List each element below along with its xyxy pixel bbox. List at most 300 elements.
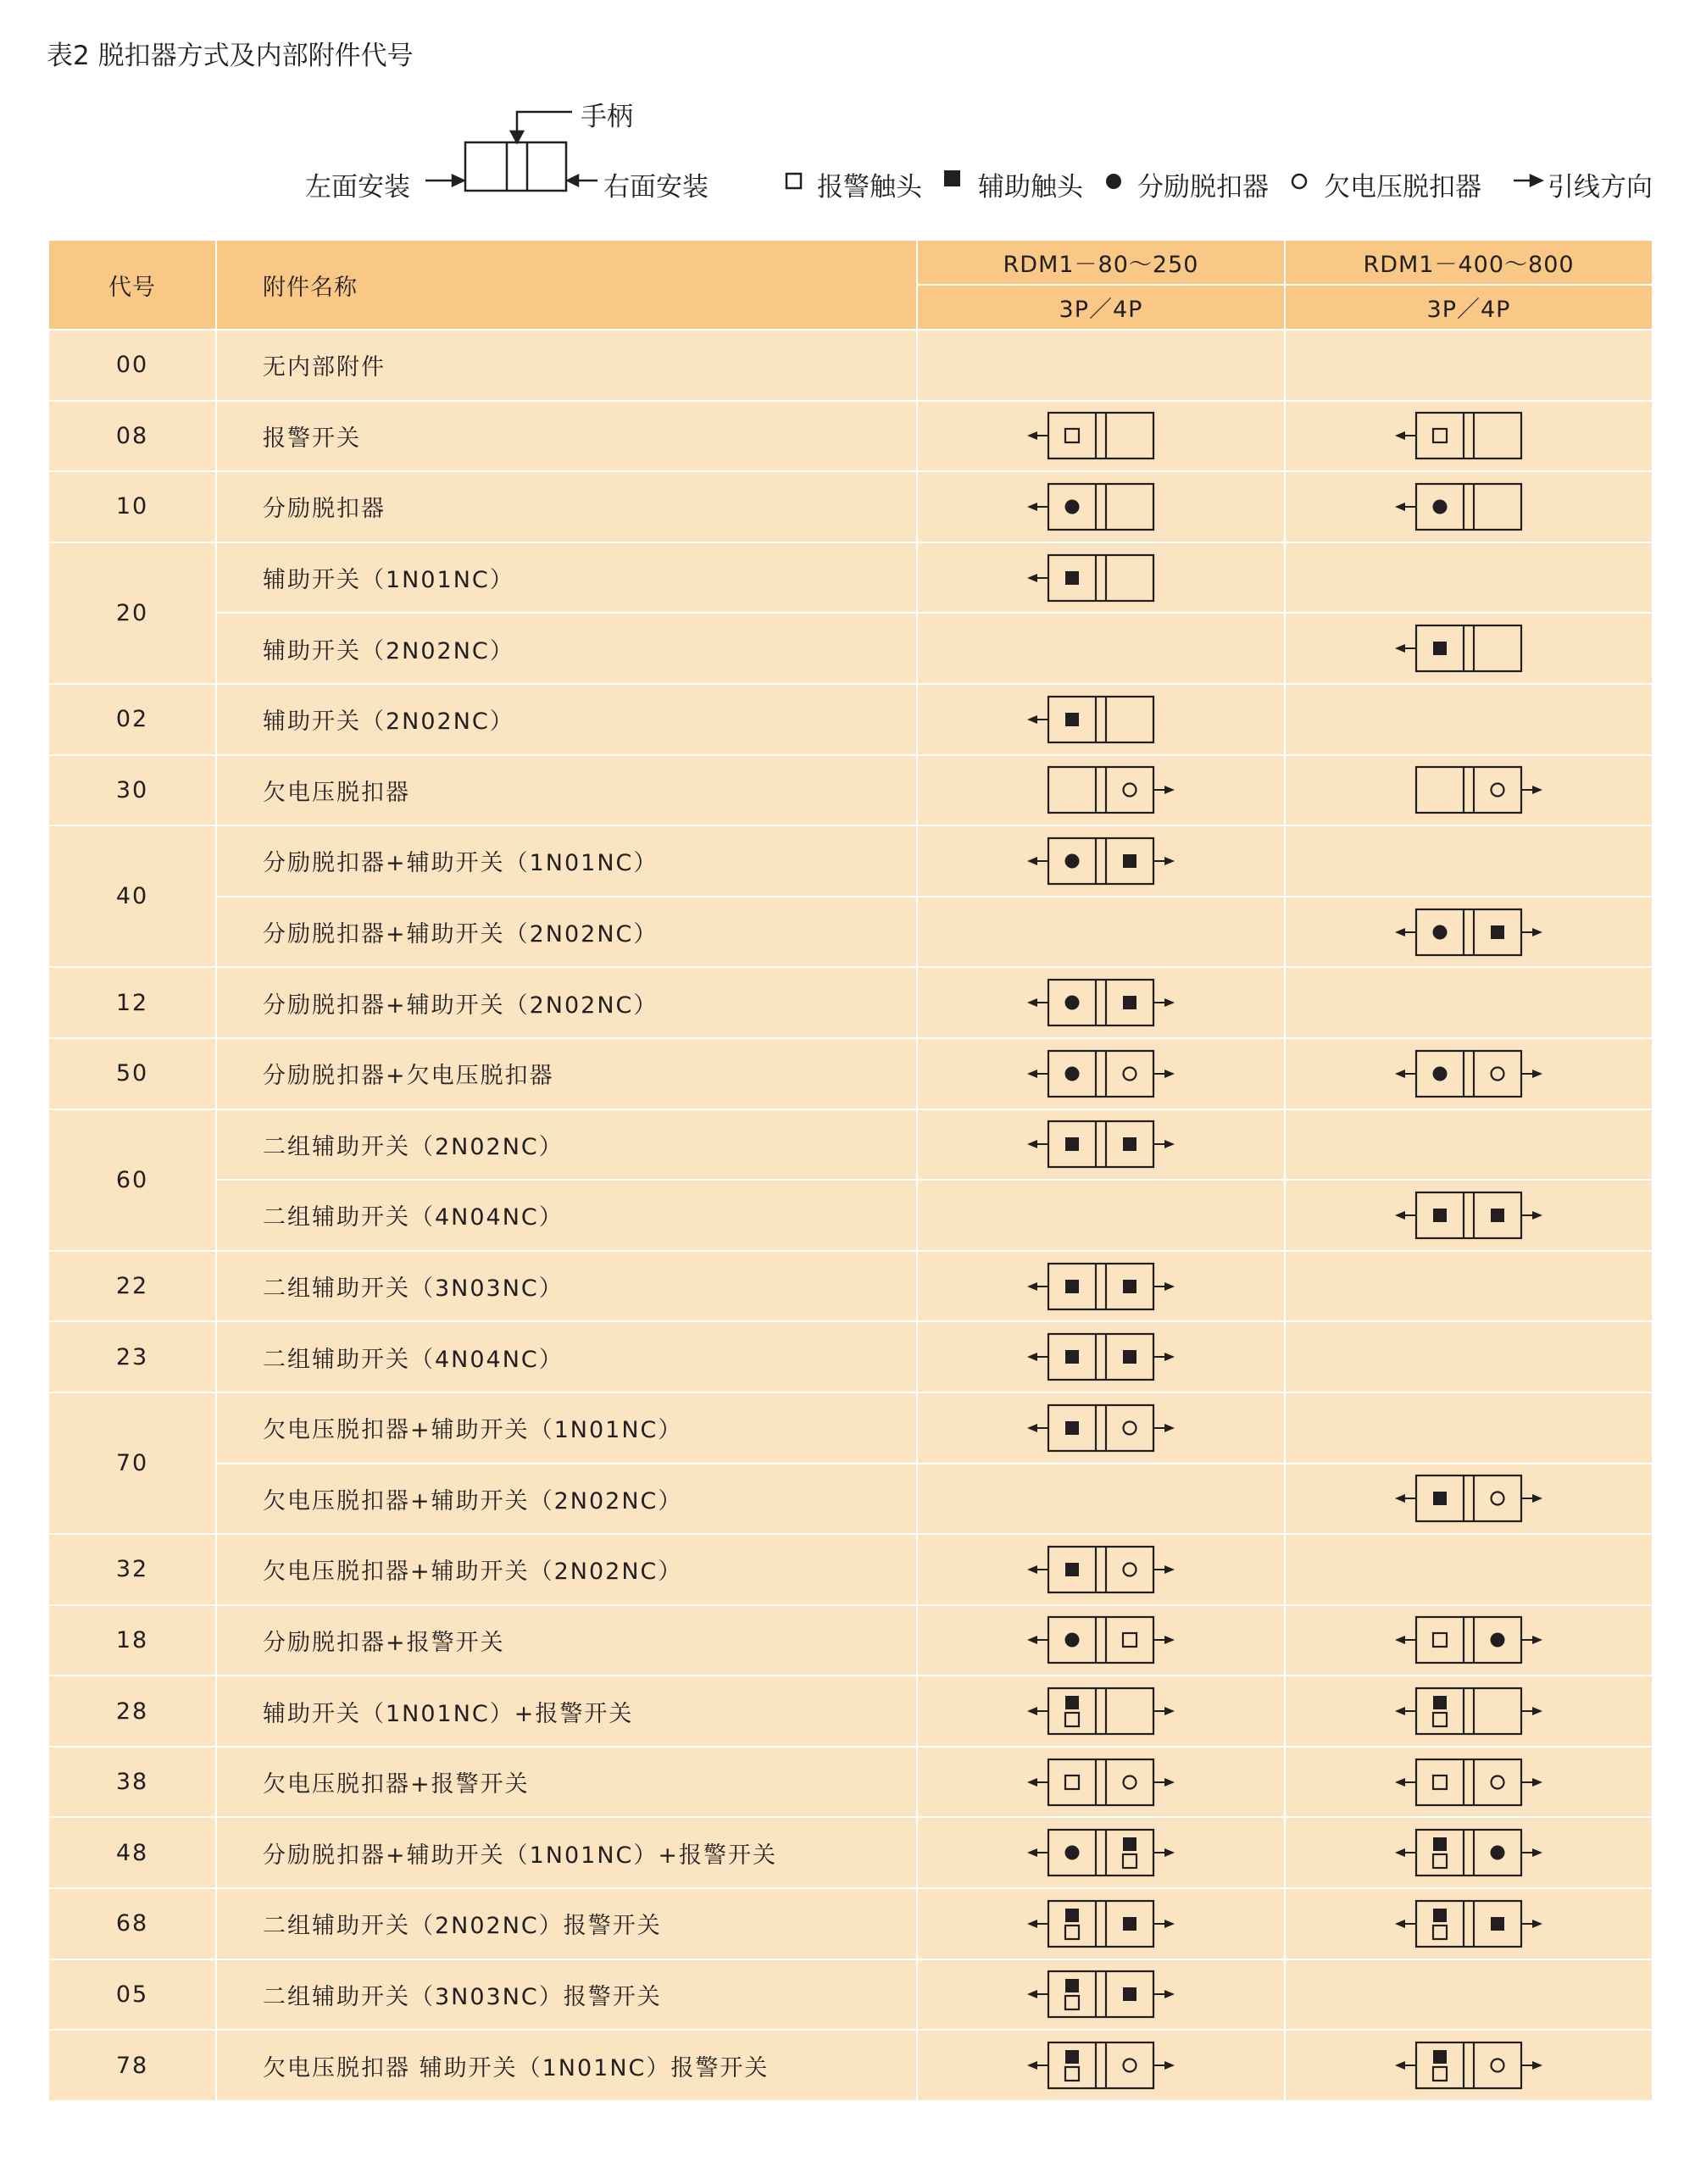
breaker-outline-icon: [1416, 1901, 1521, 1947]
solid-square-icon: [1433, 1909, 1447, 1922]
solid-square-icon: [1123, 1137, 1136, 1151]
header-poles-2: 3P／4P: [1285, 285, 1653, 330]
model-1-diagram-cell: [917, 967, 1285, 1038]
solid-square-icon: [1065, 1421, 1079, 1435]
solid-square-icon: [1065, 571, 1079, 585]
accessory-name-cell: 二组辅助开关（3N03NC）报警开关: [216, 1959, 917, 2031]
hollow-square-icon: [1433, 1776, 1447, 1789]
model-1-diagram-cell: [917, 1676, 1285, 1747]
breaker-accessory-diagram: [1390, 1190, 1548, 1241]
header-model-2: RDM1－400～800: [1285, 240, 1653, 285]
code-cell: 08: [48, 401, 216, 472]
right-lead-arrow-icon: [1154, 786, 1175, 794]
breaker-accessory-diagram: [1390, 1757, 1548, 1808]
right-lead-arrow-icon: [1522, 1211, 1542, 1220]
hollow-square-icon: [1433, 1926, 1447, 1939]
breaker-accessory-diagram: [1390, 2040, 1548, 2091]
code-cell: 78: [48, 2030, 216, 2101]
hollow-circle-icon: [1124, 784, 1136, 797]
breaker-accessory-diagram: [1022, 1757, 1180, 1808]
model-2-diagram-cell: [1285, 684, 1653, 755]
left-lead-arrow-icon: [1027, 1778, 1048, 1787]
left-lead-arrow-icon: [1027, 1565, 1048, 1574]
table-title: 表2 脱扣器方式及内部附件代号: [47, 41, 414, 71]
accessory-name-cell: 欠电压脱扣器+辅助开关（1N01NC）: [216, 1392, 917, 1464]
right-lead-arrow-icon: [1522, 1848, 1542, 1857]
hollow-circle-icon: [1124, 1421, 1136, 1434]
accessory-code-table: [47, 239, 1653, 2102]
legend-left-mount-label: 左面安装: [305, 172, 410, 203]
hollow-circle-icon: [1292, 175, 1306, 188]
table-row: [48, 1676, 1653, 1747]
breaker-accessory-diagram: [1390, 481, 1548, 532]
breaker-outline-icon: [1416, 1759, 1521, 1805]
breaker-accessory-diagram: [1022, 2040, 1180, 2091]
model-2-diagram-cell: [1285, 1180, 1653, 1251]
code-cell: 00: [48, 330, 216, 401]
solid-circle-icon: [1433, 499, 1448, 514]
breaker-outline-icon: [1048, 838, 1153, 884]
code-cell: 20: [48, 542, 216, 684]
breaker-accessory-diagram: [1022, 1969, 1180, 2020]
breaker-outline-icon: [1416, 484, 1521, 530]
right-lead-arrow-icon: [1154, 1140, 1175, 1148]
hollow-circle-icon: [1124, 1563, 1136, 1575]
table-row: [48, 1747, 1653, 1818]
solid-square-icon: [1433, 642, 1447, 655]
left-lead-arrow-icon: [1027, 857, 1048, 865]
code-cell: 38: [48, 1747, 216, 1818]
model-1-diagram-cell: [917, 1959, 1285, 2031]
hollow-square-icon: [1123, 1854, 1136, 1868]
model-2-diagram-cell: [1285, 1676, 1653, 1747]
right-lead-arrow-icon: [1154, 1565, 1175, 1574]
solid-square-icon: [1065, 1350, 1079, 1364]
breaker-accessory-diagram: [1022, 1331, 1180, 1382]
accessory-name-cell: 二组辅助开关（4N04NC）: [216, 1180, 917, 1251]
model-2-diagram-cell: [1285, 1817, 1653, 1888]
breaker-accessory-diagram: [1022, 977, 1180, 1028]
accessory-name-cell: 二组辅助开关（2N02NC）报警开关: [216, 1888, 917, 1959]
breaker-accessory-diagram: [1022, 1827, 1180, 1878]
table-row: [48, 542, 1653, 614]
model-1-diagram-cell: [917, 613, 1285, 684]
left-lead-arrow-icon: [1027, 1990, 1048, 1998]
breaker-outline-icon: [1048, 697, 1153, 742]
model-1-diagram-cell: [917, 1747, 1285, 1818]
solid-square-icon: [1123, 1280, 1136, 1293]
breaker-accessory-diagram: [1390, 623, 1548, 674]
right-lead-arrow-icon: [1154, 1778, 1175, 1787]
breaker-accessory-diagram: [1390, 1898, 1548, 1949]
breaker-accessory-diagram: [1022, 553, 1180, 603]
solid-square-icon: [1065, 1280, 1079, 1293]
breaker-outline-icon: [1416, 625, 1521, 671]
left-lead-arrow-icon: [1395, 644, 1415, 653]
table-row: [48, 897, 1653, 968]
breaker-accessory-diagram: [1022, 1614, 1180, 1665]
model-2-diagram-cell: [1285, 2030, 1653, 2101]
hollow-square-icon: [1433, 1713, 1447, 1726]
model-1-diagram-cell: [917, 542, 1285, 614]
solid-square-icon: [1065, 1563, 1079, 1576]
table-row: [48, 330, 1653, 401]
breaker-outline-icon: [1048, 2042, 1153, 2088]
model-1-diagram-cell: [917, 1180, 1285, 1251]
right-lead-arrow-icon: [1154, 1707, 1175, 1715]
solid-circle-icon: [1065, 1846, 1080, 1860]
table-row: [48, 1392, 1653, 1464]
left-lead-arrow-icon: [1027, 1282, 1048, 1291]
model-1-diagram-cell: [917, 1534, 1285, 1605]
left-lead-arrow-icon: [1027, 574, 1048, 582]
solid-square-icon: [1065, 1909, 1079, 1922]
solid-square-icon: [1123, 854, 1136, 868]
right-lead-arrow-icon: [1522, 1494, 1542, 1503]
legend-right-mount-label: 右面安装: [603, 172, 709, 203]
breaker-outline-icon: [1048, 413, 1153, 458]
accessory-name-cell: 分励脱扣器+报警开关: [216, 1605, 917, 1676]
left-lead-arrow-icon: [1395, 1848, 1415, 1857]
hollow-circle-icon: [1124, 1067, 1136, 1080]
breaker-accessory-diagram: [1022, 1048, 1180, 1099]
right-lead-arrow-icon: [1522, 1070, 1542, 1078]
code-cell: 22: [48, 1251, 216, 1322]
table-row: [48, 1605, 1653, 1676]
model-2-diagram-cell: [1285, 1392, 1653, 1464]
breaker-accessory-diagram: [1022, 1686, 1180, 1737]
right-lead-arrow-icon: [1154, 1636, 1175, 1644]
hollow-square-icon: [1433, 1854, 1447, 1868]
accessory-name-cell: 分励脱扣器+辅助开关（1N01NC）+报警开关: [216, 1817, 917, 1888]
left-lead-arrow-icon: [1027, 1070, 1048, 1078]
hollow-square-icon: [1123, 1633, 1136, 1647]
solid-circle-icon: [1433, 1066, 1448, 1081]
right-lead-arrow-icon: [1154, 1920, 1175, 1928]
model-1-diagram-cell: [917, 1392, 1285, 1464]
left-lead-arrow-icon: [1027, 1353, 1048, 1361]
model-2-diagram-cell: [1285, 1464, 1653, 1535]
table-row: [48, 684, 1653, 755]
breaker-accessory-diagram: [1022, 836, 1180, 886]
solid-square-icon: [1433, 2050, 1447, 2064]
hollow-square-icon: [786, 174, 801, 188]
legend-undervoltage-release-label: 欠电压脱扣器: [1324, 172, 1481, 203]
breaker-outline-icon: [1048, 980, 1153, 1025]
breaker-outline-icon: [1416, 2042, 1521, 2088]
code-cell: 50: [48, 1038, 216, 1109]
solid-square-icon: [1065, 2050, 1079, 2064]
table-row: [48, 471, 1653, 542]
accessory-name-cell: 报警开关: [216, 401, 917, 472]
right-lead-arrow-icon: [1154, 1282, 1175, 1291]
model-2-diagram-cell: [1285, 825, 1653, 897]
solid-square-icon: [1065, 1137, 1079, 1151]
table-row: [48, 401, 1653, 472]
solid-circle-icon: [1491, 1846, 1505, 1860]
accessory-name-cell: 二组辅助开关（3N03NC）: [216, 1251, 917, 1322]
breaker-outline-icon: [1048, 1264, 1153, 1309]
right-lead-arrow-icon: [1522, 1920, 1542, 1928]
code-cell: 30: [48, 755, 216, 826]
model-1-diagram-cell: [917, 401, 1285, 472]
code-cell: 70: [48, 1392, 216, 1534]
left-lead-arrow-icon: [1027, 503, 1048, 511]
header-poles-1: 3P／4P: [917, 285, 1285, 330]
hollow-square-icon: [1065, 1926, 1079, 1939]
right-mount-arrow-icon: [568, 175, 597, 186]
breaker-outline-icon: [1048, 1547, 1153, 1592]
legend-shunt-release-label: 分励脱扣器: [1137, 172, 1269, 203]
solid-square-icon: [1491, 1917, 1504, 1931]
model-2-diagram-cell: [1285, 471, 1653, 542]
code-cell: 68: [48, 1888, 216, 1959]
hollow-square-icon: [1433, 2067, 1447, 2081]
breaker-accessory-diagram: [1390, 1614, 1548, 1665]
breaker-outline-icon: [1048, 1971, 1153, 2017]
breaker-accessory-diagram: [1022, 481, 1180, 532]
solid-square-icon: [1065, 713, 1079, 726]
model-1-diagram-cell: [917, 755, 1285, 826]
solid-square-icon: [1433, 1696, 1447, 1709]
accessory-name-cell: 二组辅助开关（2N02NC）: [216, 1109, 917, 1181]
model-1-diagram-cell: [917, 2030, 1285, 2101]
left-lead-arrow-icon: [1395, 2061, 1415, 2070]
table-row: [48, 1180, 1653, 1251]
breaker-outline-icon: [1048, 1759, 1153, 1805]
table-row: [48, 1817, 1653, 1888]
breaker-outline-icon: [1048, 484, 1153, 530]
table-row: [48, 1251, 1653, 1322]
left-lead-arrow-icon: [1027, 1848, 1048, 1857]
breaker-outline-icon: [1048, 1051, 1153, 1097]
header-name: 附件名称: [216, 240, 917, 330]
model-2-diagram-cell: [1285, 1321, 1653, 1392]
model-1-diagram-cell: [917, 1605, 1285, 1676]
accessory-name-cell: 二组辅助开关（4N04NC）: [216, 1321, 917, 1392]
model-1-diagram-cell: [917, 1109, 1285, 1181]
solid-square-icon: [1123, 1917, 1136, 1931]
accessory-name-cell: 分励脱扣器+辅助开关（2N02NC）: [216, 967, 917, 1038]
breaker-accessory-diagram: [1390, 1048, 1548, 1099]
breaker-outline-icon: [1416, 909, 1521, 955]
breaker-outline-icon: [1048, 1830, 1153, 1876]
right-lead-arrow-icon: [1154, 857, 1175, 865]
model-1-diagram-cell: [917, 1817, 1285, 1888]
hollow-square-icon: [1065, 1713, 1079, 1726]
model-1-diagram-cell: [917, 1464, 1285, 1535]
accessory-name-cell: 辅助开关（2N02NC）: [216, 684, 917, 755]
model-2-diagram-cell: [1285, 401, 1653, 472]
lead-direction-arrow-icon: [1514, 175, 1542, 186]
model-1-diagram-cell: [917, 1321, 1285, 1392]
legend-handle-label: 手柄: [581, 102, 633, 132]
breaker-outline-icon: [1048, 767, 1153, 813]
header-model-1: RDM1－80～250: [917, 240, 1285, 285]
solid-square-icon: [1433, 1837, 1447, 1851]
left-lead-arrow-icon: [1027, 1707, 1048, 1715]
breaker-outline-icon: [1416, 767, 1521, 813]
left-lead-arrow-icon: [1027, 1920, 1048, 1928]
table-row: [48, 1888, 1653, 1959]
table-row: [48, 1464, 1653, 1535]
right-lead-arrow-icon: [1154, 1424, 1175, 1432]
model-2-diagram-cell: [1285, 1038, 1653, 1109]
hollow-circle-icon: [1492, 1067, 1504, 1080]
code-cell: 10: [48, 471, 216, 542]
model-2-diagram-cell: [1285, 1251, 1653, 1322]
breaker-outline-icon: [1048, 1617, 1153, 1663]
code-cell: 28: [48, 1676, 216, 1747]
hollow-circle-icon: [1492, 1776, 1504, 1788]
right-lead-arrow-icon: [1522, 1778, 1542, 1787]
model-1-diagram-cell: [917, 1888, 1285, 1959]
solid-square-icon: [1065, 1696, 1079, 1709]
right-lead-arrow-icon: [1154, 1353, 1175, 1361]
model-2-diagram-cell: [1285, 1959, 1653, 2031]
left-lead-arrow-icon: [1395, 1636, 1415, 1644]
accessory-name-cell: 欠电压脱扣器+辅助开关（2N02NC）: [216, 1464, 917, 1535]
breaker-accessory-diagram: [1390, 764, 1548, 815]
code-cell: 32: [48, 1534, 216, 1605]
accessory-name-cell: 分励脱扣器+辅助开关（1N01NC）: [216, 825, 917, 897]
breaker-outline-icon: [1048, 1121, 1153, 1167]
table-row: [48, 967, 1653, 1038]
solid-circle-icon: [1065, 996, 1080, 1010]
left-lead-arrow-icon: [1027, 431, 1048, 440]
code-cell: 23: [48, 1321, 216, 1392]
left-lead-arrow-icon: [1027, 1424, 1048, 1432]
solid-square-icon: [1123, 1837, 1136, 1851]
solid-circle-icon: [1065, 499, 1080, 514]
breaker-outline-icon: [1048, 1405, 1153, 1451]
solid-square-icon: [1491, 1209, 1504, 1222]
accessory-name-cell: 分励脱扣器+欠电压脱扣器: [216, 1038, 917, 1109]
handle-arrow-icon: [511, 112, 572, 142]
solid-square-icon: [1123, 1350, 1136, 1364]
model-1-diagram-cell: [917, 684, 1285, 755]
left-lead-arrow-icon: [1395, 1494, 1415, 1503]
hollow-square-icon: [1433, 1633, 1447, 1647]
accessory-name-cell: 辅助开关（2N02NC）: [216, 613, 917, 684]
right-lead-arrow-icon: [1522, 2061, 1542, 2070]
breaker-accessory-diagram: [1390, 907, 1548, 958]
breaker-accessory-diagram: [1390, 1473, 1548, 1524]
right-lead-arrow-icon: [1522, 928, 1542, 936]
right-lead-arrow-icon: [1154, 1070, 1175, 1078]
code-cell: 02: [48, 684, 216, 755]
header-code: 代号: [48, 240, 216, 330]
table-row: [48, 1321, 1653, 1392]
model-2-diagram-cell: [1285, 330, 1653, 401]
solid-square-icon: [944, 170, 960, 186]
right-lead-arrow-icon: [1522, 1636, 1542, 1644]
model-1-diagram-cell: [917, 1251, 1285, 1322]
breaker-outline-icon: [1048, 1334, 1153, 1380]
model-1-diagram-cell: [917, 1038, 1285, 1109]
breaker-accessory-diagram: [1022, 1403, 1180, 1453]
breaker-accessory-diagram: [1022, 764, 1180, 815]
breaker-outline-icon: [465, 142, 566, 191]
table-row: [48, 755, 1653, 826]
left-lead-arrow-icon: [1027, 1140, 1048, 1148]
left-lead-arrow-icon: [1395, 1211, 1415, 1220]
accessory-name-cell: 欠电压脱扣器+报警开关: [216, 1747, 917, 1818]
header-row-1: [48, 240, 1653, 285]
left-mount-arrow-icon: [425, 175, 464, 186]
breaker-accessory-diagram: [1022, 410, 1180, 461]
right-lead-arrow-icon: [1154, 2061, 1175, 2070]
accessory-name-cell: 分励脱扣器+辅助开关（2N02NC）: [216, 897, 917, 968]
solid-square-icon: [1123, 1987, 1136, 2001]
hollow-square-icon: [1065, 429, 1079, 442]
solid-circle-icon: [1106, 174, 1121, 189]
model-2-diagram-cell: [1285, 1534, 1653, 1605]
accessory-name-cell: 分励脱扣器: [216, 471, 917, 542]
model-2-diagram-cell: [1285, 1888, 1653, 1959]
hollow-circle-icon: [1124, 2059, 1136, 2072]
legend-aux-contact-label: 辅助触头: [978, 172, 1083, 203]
breaker-outline-icon: [1416, 1617, 1521, 1663]
breaker-accessory-diagram: [1022, 1261, 1180, 1312]
solid-square-icon: [1433, 1209, 1447, 1222]
breaker-accessory-diagram: [1022, 694, 1180, 745]
left-lead-arrow-icon: [1027, 998, 1048, 1007]
accessory-name-cell: 辅助开关（1N01NC）+报警开关: [216, 1676, 917, 1747]
hollow-circle-icon: [1492, 784, 1504, 797]
model-1-diagram-cell: [917, 330, 1285, 401]
right-lead-arrow-icon: [1154, 1848, 1175, 1857]
hollow-square-icon: [1433, 429, 1447, 442]
legend-lead-direction-label: 引线方向: [1548, 172, 1653, 203]
breaker-accessory-diagram: [1390, 1686, 1548, 1737]
solid-square-icon: [1491, 925, 1504, 939]
solid-circle-icon: [1065, 1633, 1080, 1648]
accessory-name-cell: 欠电压脱扣器 辅助开关（1N01NC）报警开关: [216, 2030, 917, 2101]
left-lead-arrow-icon: [1395, 503, 1415, 511]
code-cell: 48: [48, 1817, 216, 1888]
breaker-outline-icon: [1416, 1830, 1521, 1876]
legend-alarm-contact-label: 报警触头: [817, 172, 922, 203]
model-2-diagram-cell: [1285, 967, 1653, 1038]
solid-circle-icon: [1065, 1066, 1080, 1081]
hollow-circle-icon: [1124, 1776, 1136, 1788]
solid-circle-icon: [1491, 1633, 1505, 1648]
table-row: [48, 1109, 1653, 1181]
breaker-accessory-diagram: [1390, 1827, 1548, 1878]
breaker-outline-icon: [1048, 1688, 1153, 1734]
left-lead-arrow-icon: [1027, 2061, 1048, 2070]
left-lead-arrow-icon: [1395, 1707, 1415, 1715]
accessory-name-cell: 欠电压脱扣器: [216, 755, 917, 826]
model-2-diagram-cell: [1285, 613, 1653, 684]
right-lead-arrow-icon: [1522, 786, 1542, 794]
table-row: [48, 613, 1653, 684]
model-1-diagram-cell: [917, 897, 1285, 968]
model-1-diagram-cell: [917, 825, 1285, 897]
left-lead-arrow-icon: [1027, 1636, 1048, 1644]
left-lead-arrow-icon: [1395, 1778, 1415, 1787]
hollow-square-icon: [1065, 2067, 1079, 2081]
solid-square-icon: [1433, 1492, 1447, 1505]
hollow-square-icon: [1065, 1996, 1079, 2009]
breaker-outline-icon: [1048, 555, 1153, 601]
code-cell: 60: [48, 1109, 216, 1251]
breaker-outline-icon: [1416, 1688, 1521, 1734]
code-cell: 12: [48, 967, 216, 1038]
solid-square-icon: [1065, 1979, 1079, 1992]
hollow-circle-icon: [1492, 1492, 1504, 1505]
